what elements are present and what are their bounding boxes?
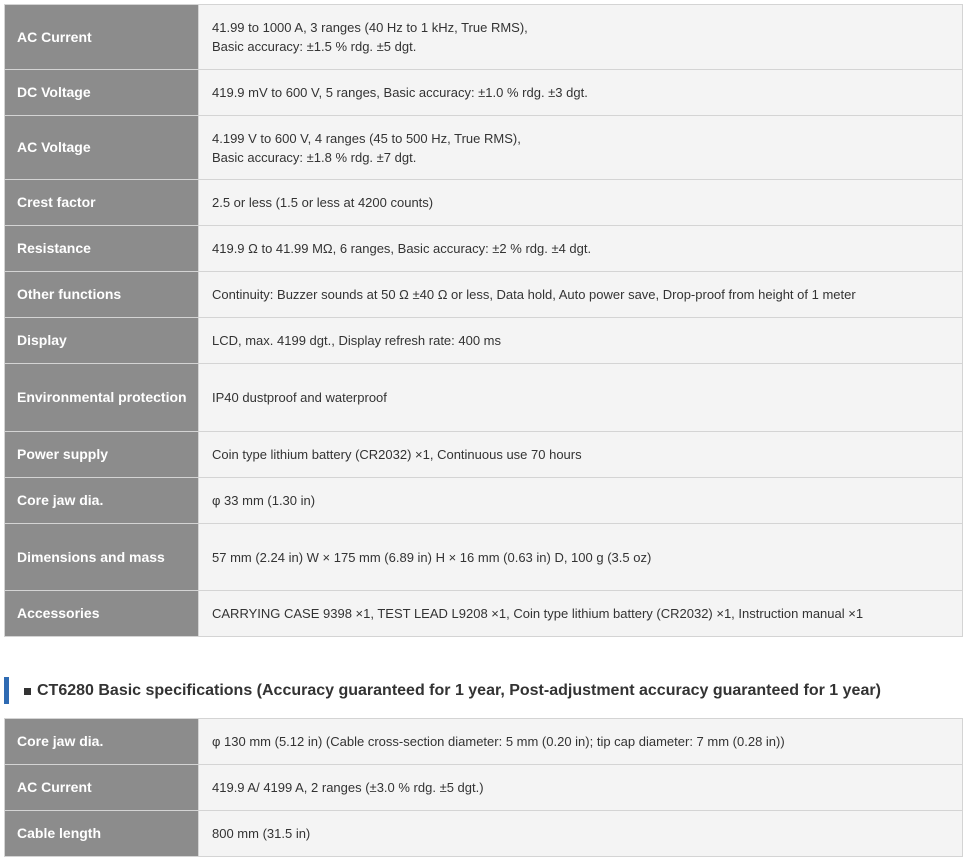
spec-value-line: Continuity: Buzzer sounds at 50 Ω ±40 Ω or less, Data hold, Auto power save, Drop-proof from height of 1 meter [212,287,856,302]
table-row [5,765,963,811]
spec-value [199,364,963,432]
spec-value-line: 419.9 mV to 600 V, 5 ranges, Basic accuracy: ±1.0 % rdg. ±3 dgt. [212,85,588,100]
table-row [5,70,963,116]
spec-label: Dimensions and mass [5,524,199,591]
table-row [5,811,963,857]
spec-value-line: IP40 dustproof and waterproof [212,390,387,405]
section-title: CT6280 Basic specifications (Accuracy guaranteed for 1 year, Post-adjustment accuracy guaranteed for 1 year) [37,681,881,699]
table-row [5,364,963,432]
table-row [5,318,963,364]
spec-value-line: Basic accuracy: ±1.8 % rdg. ±7 dgt. [212,149,417,165]
spec-value-line: 419.9 A/ 4199 A, 2 ranges (±3.0 % rdg. ±5 dgt.) [212,780,484,795]
table-row [5,5,963,70]
spec-value-line: 41.99 to 1000 A, 3 ranges (40 Hz to 1 kHz, True RMS), [212,20,528,35]
spec-value [199,524,963,591]
spec-label: DC Voltage [5,70,199,116]
spec-label: AC Current [5,765,199,811]
spec-label: Environmental protection [5,364,199,432]
heading-accent-bar [4,677,9,704]
spec-value-line: Basic accuracy: ±1.5 % rdg. ±5 dgt. [212,39,417,54]
spec-value [199,272,963,318]
bullet-square-icon [24,688,31,695]
spec-value [199,811,963,857]
spec-table [4,4,963,637]
table-row [5,116,963,180]
spec-label: AC Current [5,5,199,70]
table-row [5,432,963,478]
spec-label: AC Voltage [5,116,199,180]
spec-value [199,180,963,226]
spec-value-line: Coin type lithium battery (CR2032) ×1, Continuous use 70 hours [212,447,582,462]
spec-value [199,432,963,478]
table-row [5,478,963,524]
spec-label: Other functions [5,272,199,318]
spec-value [199,226,963,272]
spec-label: Crest factor [5,180,199,226]
spec-label: Cable length [5,811,199,857]
spec-value [199,765,963,811]
table-row [5,591,963,637]
spec-value [199,116,963,180]
spec-value-line: 800 mm (31.5 in) [212,826,311,841]
spec-value-line: φ 130 mm (5.12 in) (Cable cross-section diameter: 5 mm (0.20 in); tip cap diameter: 7 mm (0.28 in)) [212,734,785,749]
spec-label: Display [5,318,199,364]
table-row [5,180,963,226]
spec-value-line: CARRYING CASE 9398 ×1, TEST LEAD L9208 ×1, Coin type lithium battery (CR2032) ×1, Instruction manual ×1 [212,606,864,621]
spec-label: Core jaw dia. [5,478,199,524]
spec-value-line: φ 33 mm (1.30 in) [212,493,316,508]
table-row [5,226,963,272]
spec-value [199,478,963,524]
spec-label: Power supply [5,432,199,478]
spec-label: Accessories [5,591,199,637]
spec-value-line: 2.5 or less (1.5 or less at 4200 counts) [212,195,434,210]
table-row [5,524,963,591]
table-row [5,272,963,318]
spec-value-line: 4.199 V to 600 V, 4 ranges (45 to 500 Hz, True RMS), [212,130,521,146]
spec-value [199,591,963,637]
ct6280-spec-table [4,718,963,857]
spec-value [199,5,963,70]
spec-value [199,70,963,116]
spec-label: Core jaw dia. [5,719,199,765]
spec-value [199,719,963,765]
section-heading [4,677,964,704]
spec-label: Resistance [5,226,199,272]
spec-value-line: 57 mm (2.24 in) W × 175 mm (6.89 in) H × 16 mm (0.63 in) D, 100 g (3.5 oz) [212,549,652,565]
spec-value-line: LCD, max. 4199 dgt., Display refresh rate: 400 ms [212,333,502,348]
spec-value-line: 419.9 Ω to 41.99 MΩ, 6 ranges, Basic accuracy: ±2 % rdg. ±4 dgt. [212,241,592,256]
spec-value [199,318,963,364]
table-row [5,719,963,765]
